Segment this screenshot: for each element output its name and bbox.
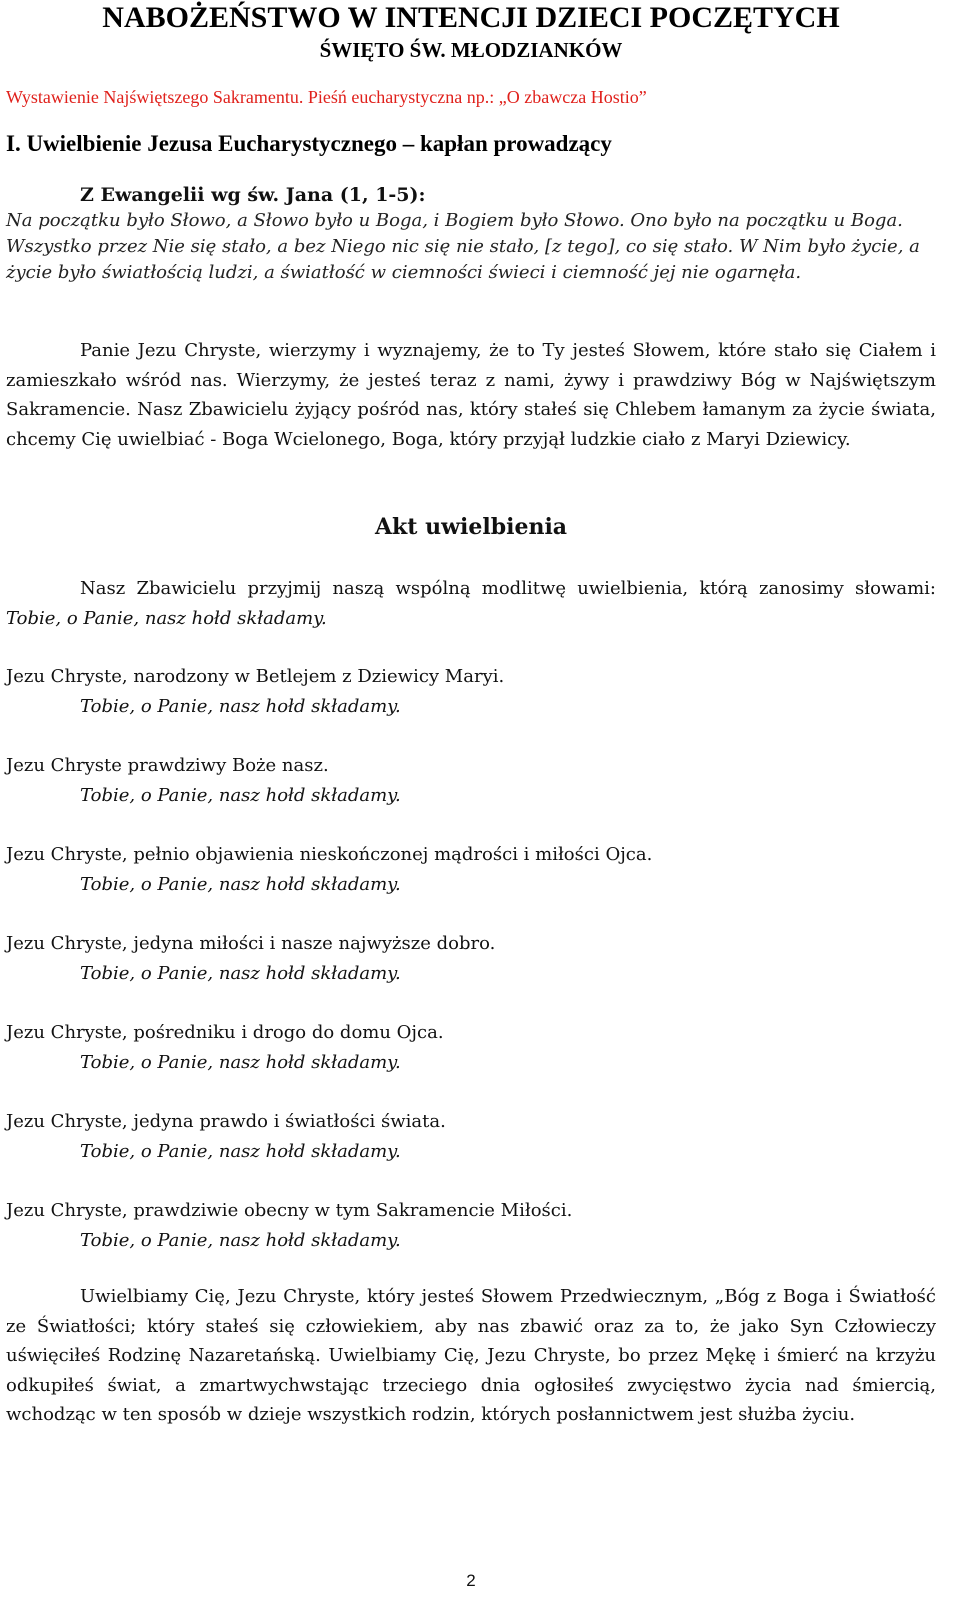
- document-subtitle: ŚWIĘTO ŚW. MŁODZIANKÓW: [319, 38, 623, 62]
- opening-rubric: Wystawienie Najświętszego Sakramentu. Pieśń eucharystyczna np.: „O zbawcza Hostio”: [6, 87, 647, 107]
- litany-item: [6, 1196, 936, 1285]
- prayer-paragraph: Panie Jezu Chryste, wierzymy i wyznajemy, że to Ty jesteś Słowem, które stało się Ciałem i zamieszkało wśród nas. Wierzymy, że jesteś teraz z nami, żywy i prawdziwy Bóg w Najświętszym Sakramencie. Nasz Zbawicielu żyjący pośród nas, który stałeś się Chlebem łamanym za życie świata, chcemy Cię uwielbiać - Boga Wcielonego, Boga, który przyjął ludzkie ciało z Maryi Dziewicy.: [6, 340, 936, 450]
- gospel-text: Na początku było Słowo, a Słowo było u Boga, i Bogiem było Słowo. Ono było na początku u Boga. Wszystko przez Nie się stało, a bez Niego nic się nie stało, [z tego], co się stało. W Nim było życie, a życie było światłością ludzi, a światłość w ciemności świeci i ciemność jej nie ogarnęła.: [6, 210, 920, 283]
- litany-item: [6, 929, 936, 1018]
- document-title: NABOŻEŃSTWO W INTENCJI DZIECI POCZĘTYCH: [102, 1, 840, 34]
- litany-item: [6, 662, 936, 751]
- gospel-reference: Z Ewangelii wg św. Jana (1, 1-5):: [80, 184, 426, 206]
- akt-intro-text: Nasz Zbawicielu przyjmij naszą wspólną modlitwę uwielbienia, którą zanosimy słowami:: [80, 578, 936, 599]
- litany-item: [6, 840, 936, 929]
- litany-response: Tobie, o Panie, nasz hołd składamy.: [80, 1140, 401, 1162]
- litany-invocation: Jezu Chryste, pośredniku i drogo do domu Ojca.: [6, 1022, 444, 1043]
- litany-response: Tobie, o Panie, nasz hołd składamy.: [80, 1229, 401, 1251]
- litany-response: Tobie, o Panie, nasz hołd składamy.: [80, 962, 401, 984]
- litany-item: [6, 1018, 936, 1107]
- litany-invocation: Jezu Chryste prawdziwy Boże nasz.: [6, 755, 329, 776]
- document-page: [6, 0, 936, 1605]
- litany-invocation: Jezu Chryste, jedyna miłości i nasze najwyższe dobro.: [6, 933, 496, 954]
- akt-intro-response: Tobie, o Panie, nasz hołd składamy.: [6, 607, 327, 629]
- litany-response: Tobie, o Panie, nasz hołd składamy.: [80, 695, 401, 717]
- litany-response: Tobie, o Panie, nasz hołd składamy.: [80, 784, 401, 806]
- section-heading: I. Uwielbienie Jezusa Eucharystycznego – kapłan prowadzący: [6, 131, 612, 156]
- litany-invocation: Jezu Chryste, pełnio objawienia nieskończonej mądrości i miłości Ojca.: [6, 844, 653, 865]
- closing-paragraph: Uwielbiamy Cię, Jezu Chryste, który jesteś Słowem Przedwiecznym, „Bóg z Boga i Światłość ze Światłości; który stałeś się człowiekiem, aby nas zbawić oraz za to, że jako Syn Człowieczy uświęciłeś Rodzinę Nazaretańską. Uwielbiamy Cię, Jezu Chryste, bo przez Mękę i śmierć na krzyżu odkupiłeś świat, a zmartwychwstając trzeciego dnia ogłosiłeś zwycięstwo życia nad śmiercią, wchodząc w ten sposób w dzieje wszystkich rodzin, których posłannictwem jest służba życiu.: [6, 1286, 936, 1425]
- akt-intro: [6, 574, 936, 633]
- litany-invocation: Jezu Chryste, jedyna prawdo i światłości świata.: [6, 1111, 446, 1132]
- page-number: 2: [466, 1571, 476, 1590]
- litany-list: [6, 662, 936, 1285]
- litany-invocation: Jezu Chryste, prawdziwie obecny w tym Sakramencie Miłości.: [6, 1200, 573, 1221]
- litany-invocation: Jezu Chryste, narodzony w Betlejem z Dziewicy Maryi.: [6, 666, 505, 687]
- litany-response: Tobie, o Panie, nasz hołd składamy.: [80, 1051, 401, 1073]
- litany-item: [6, 1107, 936, 1196]
- akt-heading: Akt uwielbienia: [374, 514, 568, 540]
- litany-response: Tobie, o Panie, nasz hołd składamy.: [80, 873, 401, 895]
- litany-item: [6, 751, 936, 840]
